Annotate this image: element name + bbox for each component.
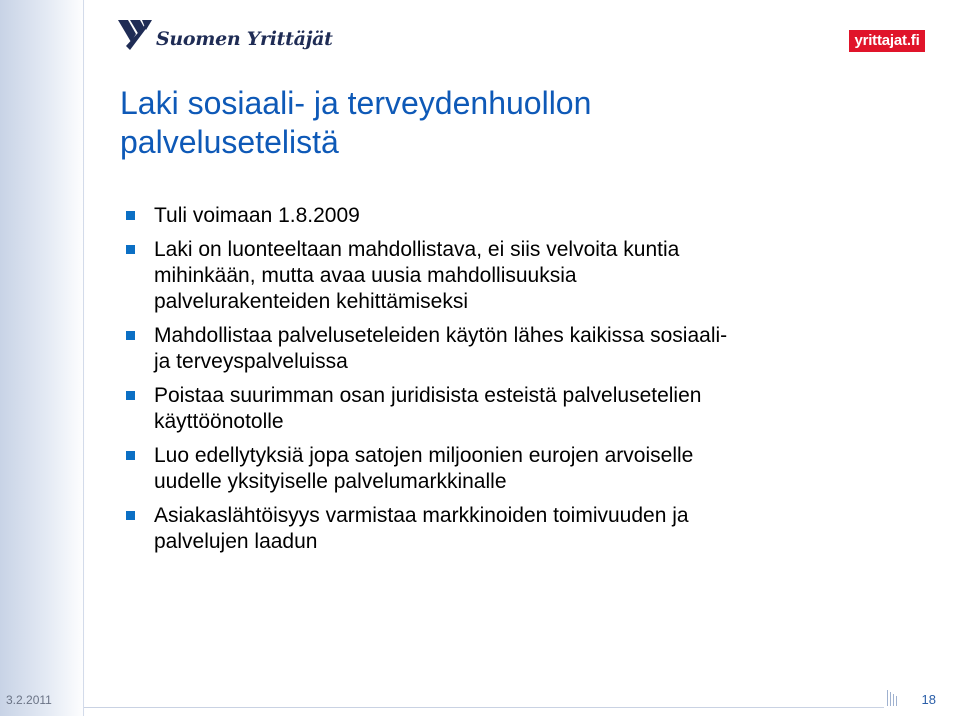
bullet-item [126,237,866,315]
slide-title-line-2: palvelusetelistä [120,124,339,160]
square-bullet-icon [126,331,135,340]
bullet-item [126,503,866,555]
bullet-item [126,323,866,375]
slide-title-line-1: Laki sosiaali- ja terveydenhuollon [120,85,592,121]
bullet-text-line: Tuli voimaan 1.8.2009 [154,204,360,227]
bullet-item [126,443,866,495]
slide-title [120,84,900,162]
left-decorative-band [0,0,86,716]
square-bullet-icon [126,245,135,254]
bullet-text-line: Poistaa suurimman osan juridisista esteistä palvelusetelien [154,384,702,407]
square-bullet-icon [126,511,135,520]
bullet-text-line: ja terveyspalveluissa [154,350,348,373]
square-bullet-icon [126,211,135,220]
bullet-list [126,203,866,563]
bullet-text-line: Luo edellytyksiä jopa satojen miljoonien eurojen arvoiselle [154,444,694,467]
square-bullet-icon [126,451,135,460]
bullet-text-line: uudelle yksityiselle palvelumarkkinalle [154,470,507,493]
square-bullet-icon [126,391,135,400]
page-number: 18 [921,692,936,707]
bullet-text-line: Mahdollistaa palveluseteleiden käytön lähes kaikissa sosiaali- [154,324,728,347]
bullet-text-line: Asiakaslähtöisyys varmistaa markkinoiden toimivuuden ja [154,504,689,527]
bullet-text-line: Laki on luonteeltaan mahdollistava, ei siis velvoita kuntia [154,238,680,261]
bullet-text-line: palvelurakenteiden kehittämiseksi [154,290,469,313]
logo-text: Suomen Yrittäjät [156,28,333,50]
footer-bars-icon [886,688,900,708]
suomen-yrittajat-logo [116,12,333,52]
logo-emblem-icon [116,14,158,54]
footer-date: 3.2.2011 [6,693,52,707]
bullet-text-line: palvelujen laadun [154,530,318,553]
bullet-text-line: käyttöönotolle [154,410,284,433]
bullet-item [126,383,866,435]
yrittajat-fi-logo: yrittajat.fi [849,30,925,52]
bullet-text-line: mihinkään, mutta avaa uusia mahdollisuuksia [154,264,577,287]
footer-divider [84,707,884,708]
bullet-item [126,203,866,229]
